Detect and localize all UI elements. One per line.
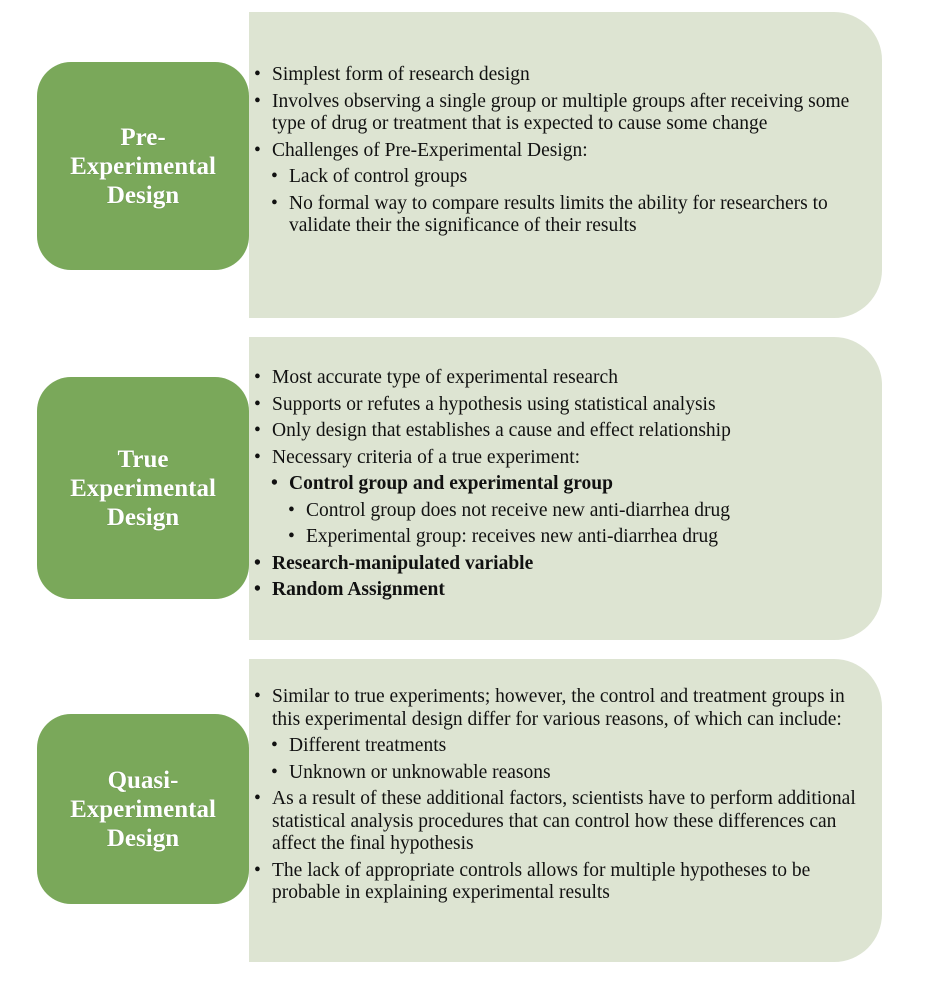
quasi-experimental-sub-bullets	[289, 735, 862, 784]
list-item: • Necessary criteria of a true experiment:	[272, 447, 852, 470]
true-experimental-bullets	[272, 367, 852, 469]
list-item: • Similar to true experiments; however, the control and treatment groups in this experimental design differ for various reasons, of which can include:	[272, 686, 862, 731]
list-item: • Only design that establishes a cause and effect relationship	[272, 420, 852, 443]
quasi-experimental-content	[272, 686, 862, 905]
quasi-experimental-bullets-more	[272, 788, 862, 905]
list-item: • Involves observing a single group or multiple groups after receiving some type of drug or treatment that is expected to cause some change	[272, 91, 852, 136]
list-item: • Random Assignment	[272, 579, 852, 602]
list-item: • Different treatments	[289, 735, 862, 758]
pre-experimental-title: Pre- Experimental Design	[70, 123, 216, 209]
list-item: • Supports or refutes a hypothesis using statistical analysis	[272, 394, 852, 417]
list-item: • Challenges of Pre-Experimental Design:	[272, 140, 852, 163]
true-experimental-criteria	[289, 473, 852, 496]
true-experimental-content	[272, 367, 852, 602]
true-experimental-bold-bullets	[272, 553, 852, 602]
quasi-experimental-label	[37, 714, 249, 904]
true-experimental-title: True Experimental Design	[70, 445, 216, 531]
true-experimental-criteria-sub	[306, 500, 852, 549]
list-item: • Most accurate type of experimental research	[272, 367, 852, 390]
pre-experimental-label	[37, 62, 249, 270]
true-experimental-label	[37, 377, 249, 599]
list-item: • Simplest form of research design	[272, 64, 852, 87]
quasi-experimental-title: Quasi- Experimental Design	[70, 766, 216, 852]
list-item: • The lack of appropriate controls allows for multiple hypotheses to be probable in explaining experimental results	[272, 860, 862, 905]
list-item: • Research-manipulated variable	[272, 553, 852, 576]
list-item: • Experimental group: receives new anti-diarrhea drug	[306, 526, 852, 549]
pre-experimental-content	[272, 64, 852, 238]
list-item: • As a result of these additional factors, scientists have to perform additional statistical analysis procedures that can control how these differences can affect the final hypothesis	[272, 788, 862, 856]
pre-experimental-sub-bullets	[289, 166, 852, 238]
list-item: • Control group and experimental group	[289, 473, 852, 496]
list-item: • Unknown or unknowable reasons	[289, 762, 862, 785]
list-item: • Lack of control groups	[289, 166, 852, 189]
pre-experimental-bullets	[272, 64, 852, 162]
list-item: • No formal way to compare results limits the ability for researchers to validate their the significance of their results	[289, 193, 852, 238]
quasi-experimental-bullets	[272, 686, 862, 731]
list-item: • Control group does not receive new anti-diarrhea drug	[306, 500, 852, 523]
